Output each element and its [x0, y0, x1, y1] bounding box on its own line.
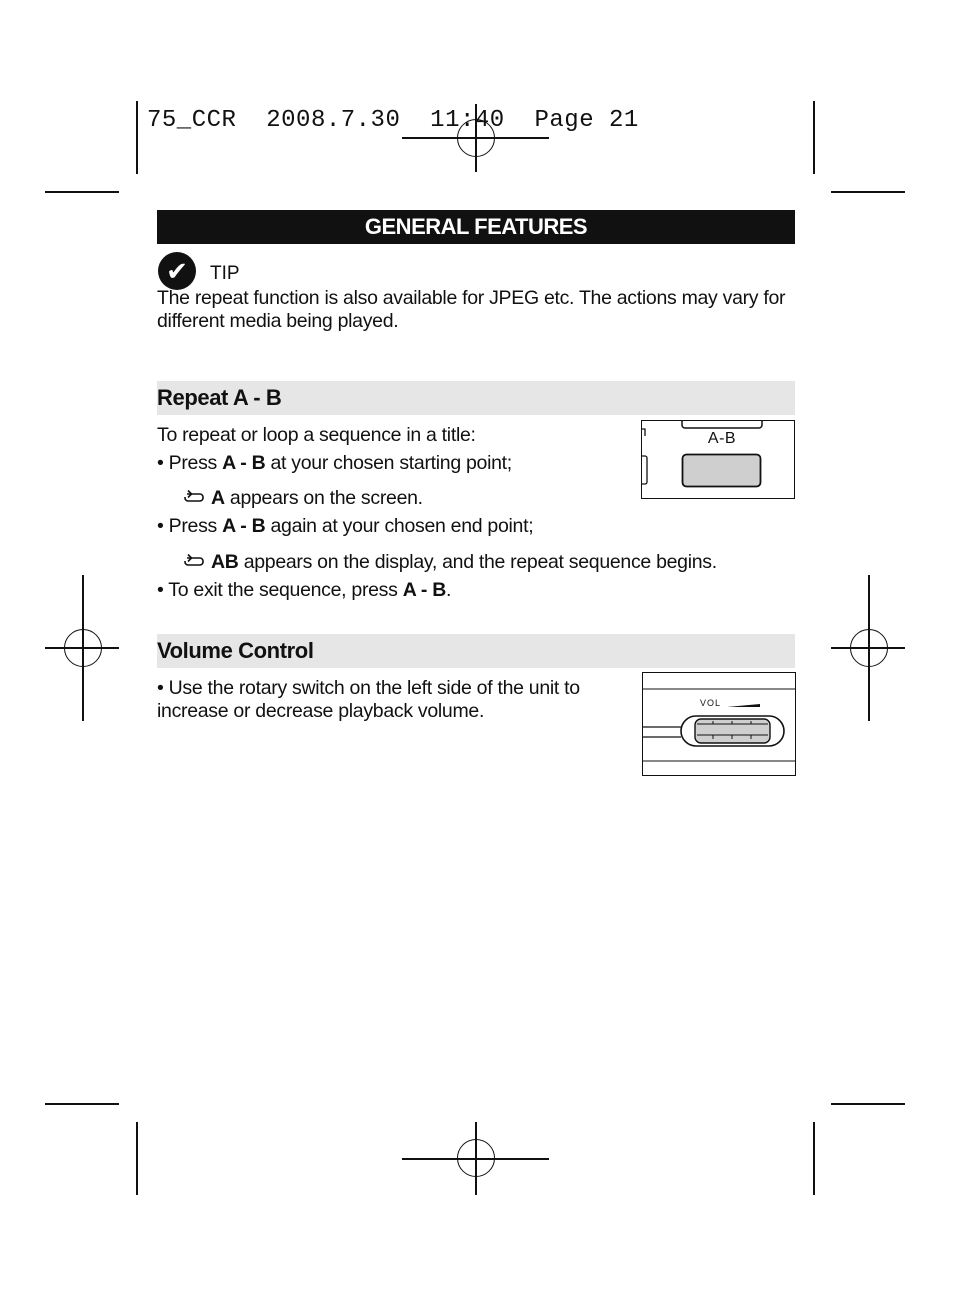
check-icon: ✔ [158, 252, 196, 290]
step-2-key: A - B [222, 515, 266, 537]
repeat-icon [183, 553, 205, 569]
repeat-icon [183, 489, 205, 505]
slug-page: Page 21 [534, 107, 639, 134]
repeat-result-1 [183, 486, 423, 510]
step-3-key: A - B [402, 579, 446, 601]
repeat-result-2 [183, 550, 717, 574]
step-3-prefix: • To exit the sequence, press [157, 579, 403, 601]
page-title: GENERAL FEATURES [157, 210, 795, 244]
repeat-ab-heading: Repeat A - B [157, 385, 282, 410]
result-2-key: AB [211, 551, 239, 573]
repeat-intro: To repeat or loop a sequence in a title: [157, 424, 476, 446]
section-heading-repeat-ab [157, 381, 795, 415]
result-1-suffix: appears on the screen. [224, 487, 423, 509]
step-2-prefix: • Press [157, 515, 223, 537]
volume-switch-figure [642, 672, 796, 776]
step-1-suffix: at your chosen starting point; [265, 452, 512, 474]
repeat-step-3 [157, 578, 451, 602]
step-2-suffix: again at your chosen end point; [265, 515, 534, 537]
step-1-prefix: • Press [157, 452, 223, 474]
volume-figure-label: VOL [700, 698, 722, 708]
slug-time: 11:40 [430, 107, 505, 134]
repeat-step-1 [157, 451, 512, 475]
print-slug [147, 106, 639, 136]
slug-file: 75_CCR [147, 107, 237, 134]
result-2-suffix: appears on the display, and the repeat sequence begins. [238, 551, 717, 573]
result-1-key: A [211, 487, 225, 509]
volume-heading: Volume Control [157, 638, 314, 663]
volume-line-2: increase or decrease playback volume. [157, 700, 485, 722]
slug-date: 2008.7.30 [266, 107, 401, 134]
ab-button-figure [641, 420, 795, 499]
step-1-key: A - B [222, 452, 266, 474]
ab-button-label: A-B [707, 430, 737, 447]
step-3-suffix: . [445, 579, 452, 601]
section-heading-volume [157, 634, 795, 668]
volume-switch-illustration [643, 673, 796, 776]
tip-label: TIP [210, 263, 240, 284]
volume-line-1: • Use the rotary switch on the left side of the unit to [157, 677, 580, 699]
tip-text: The repeat function is also available for JPEG etc. The actions may vary for different media being played. [157, 287, 786, 332]
repeat-step-2 [157, 514, 533, 538]
